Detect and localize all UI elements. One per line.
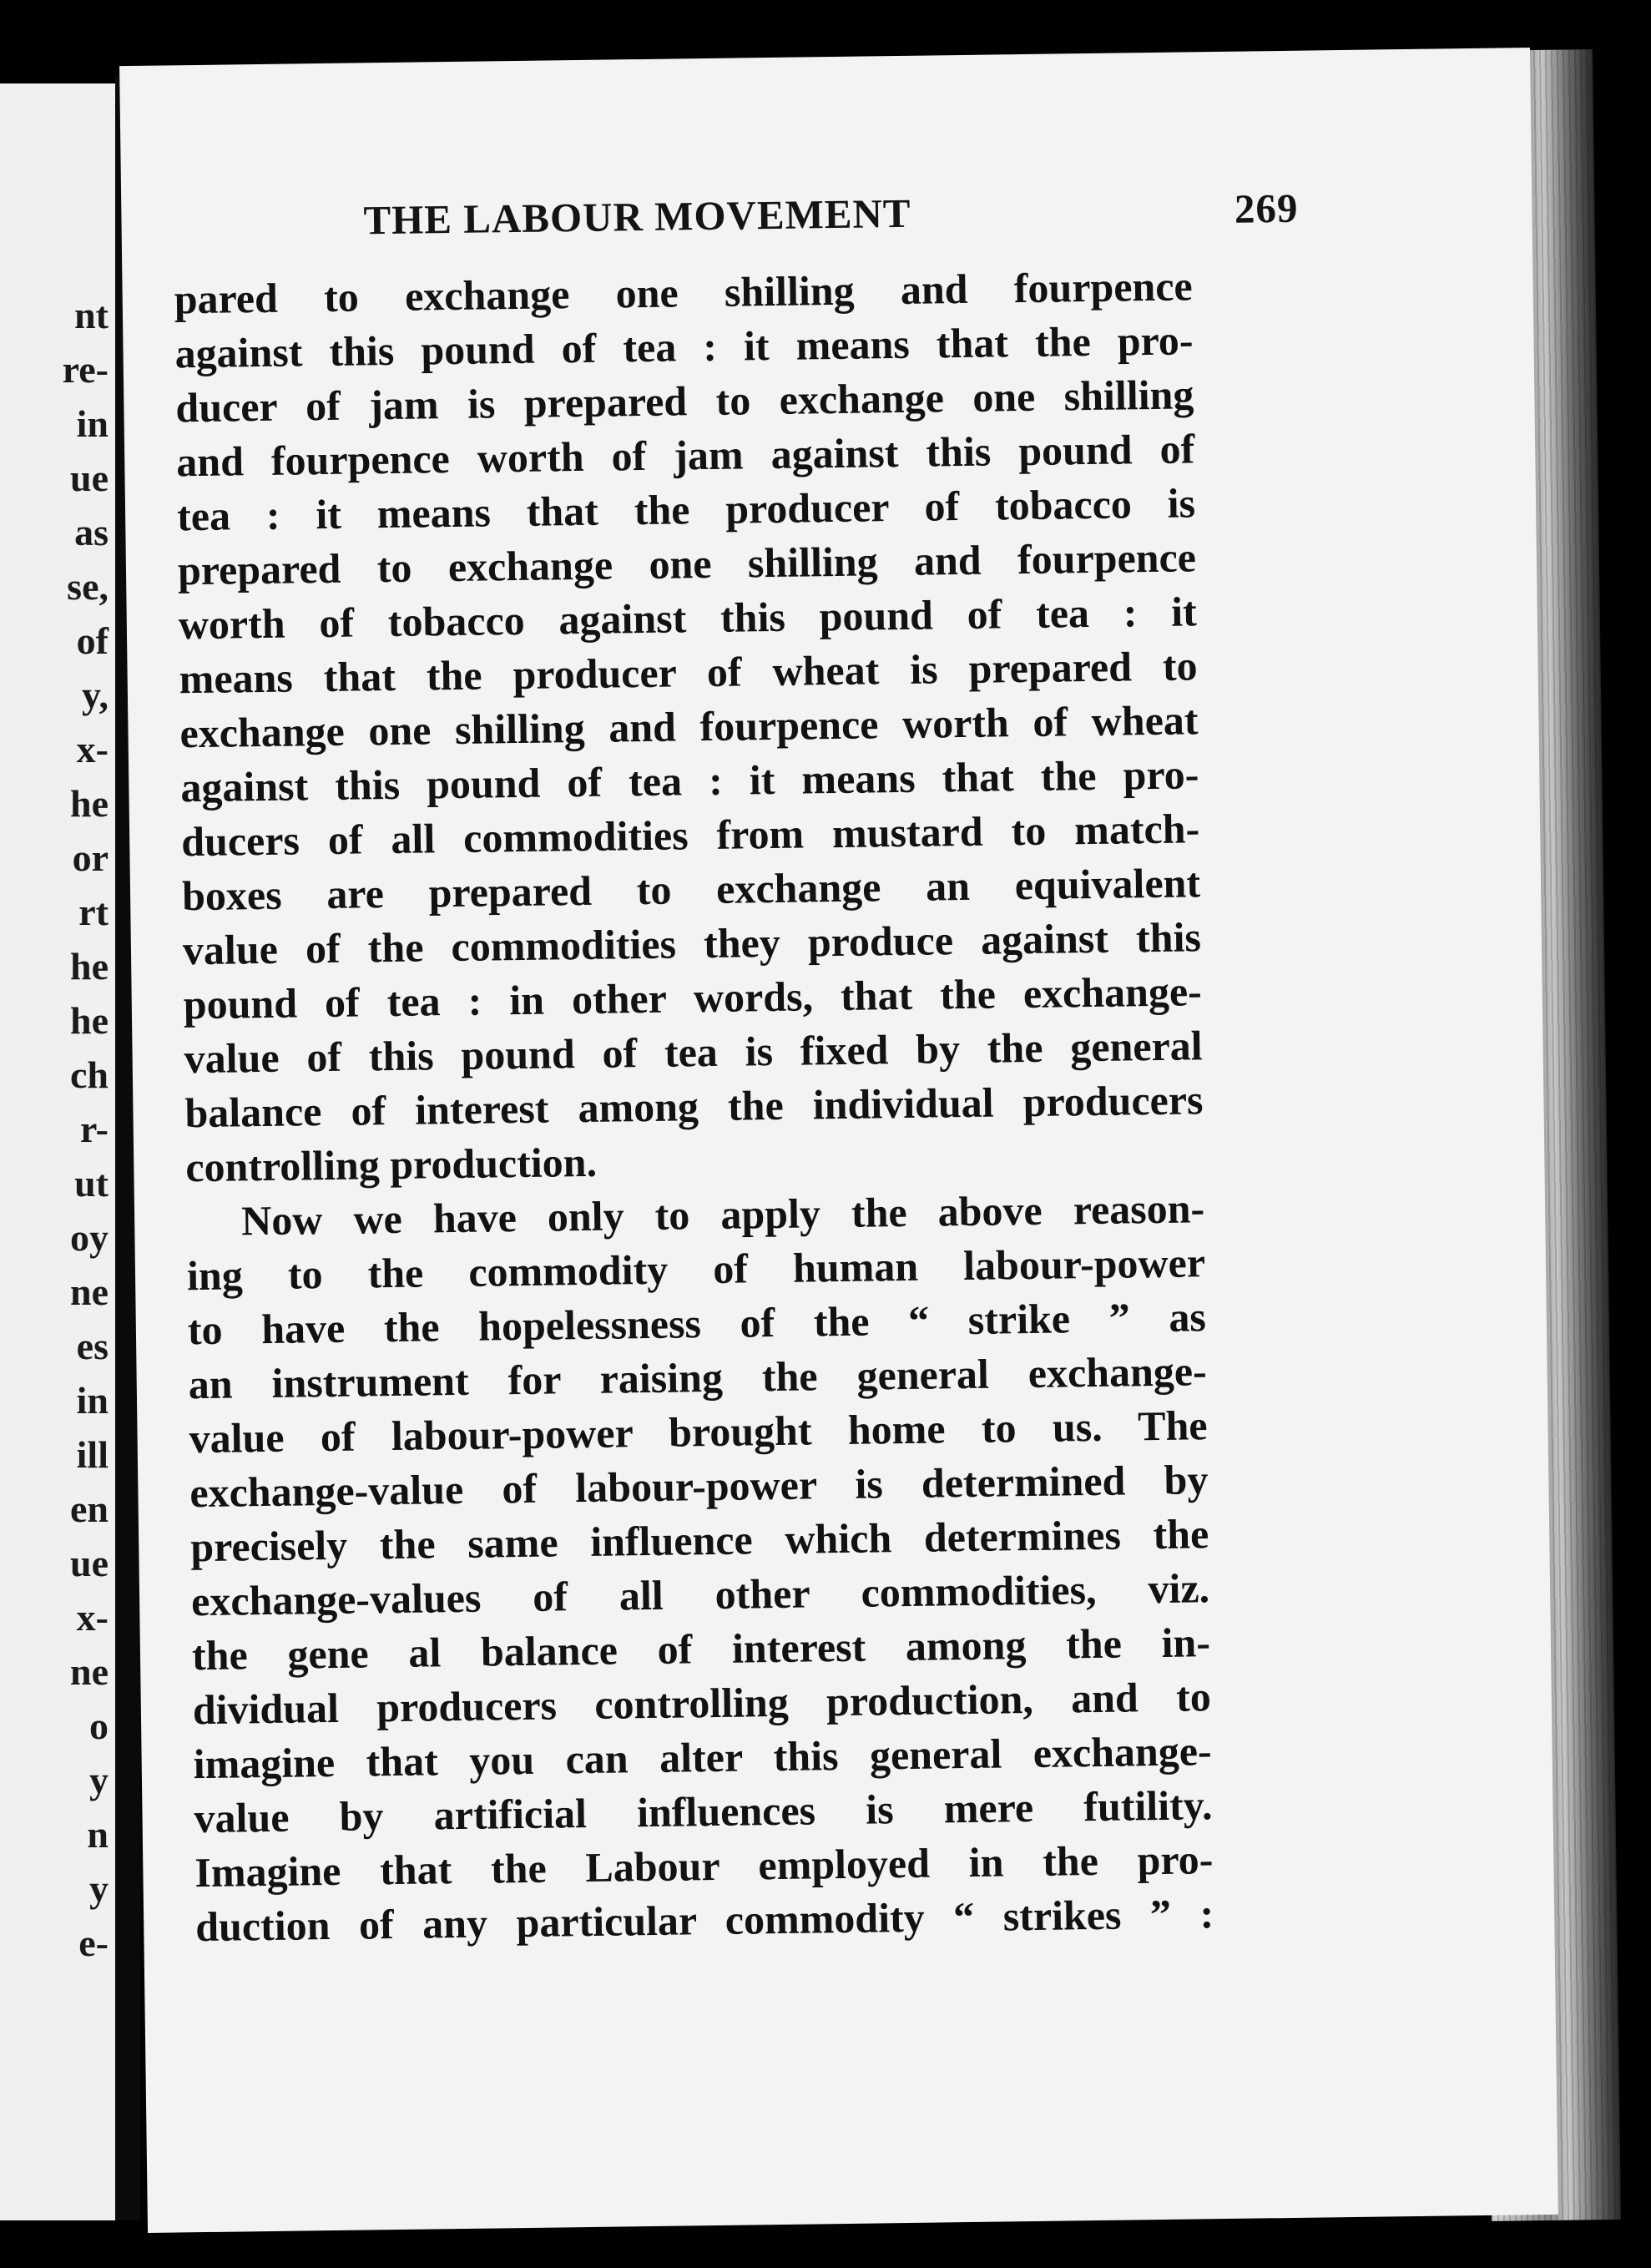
left-page-line: ill: [76, 1433, 109, 1476]
running-title: THE LABOUR MOVEMENT: [363, 189, 911, 244]
text-line: balance of interest among the individual producers: [184, 1076, 1204, 1137]
text-line: Imagine that the Labour employed in the pro-: [194, 1836, 1214, 1897]
left-page-line: ne: [70, 1270, 109, 1313]
left-page-line: x-: [76, 1596, 109, 1639]
text-line: exchange-value of labour-power is determined by: [189, 1456, 1209, 1517]
text-line: imagine that you can alter this general exchange-: [193, 1727, 1212, 1788]
text-line: prepared to exchange one shilling and fourpence: [177, 533, 1197, 594]
text-line: value of this pound of tea is fixed by the general: [184, 1022, 1203, 1083]
left-page-line: oy: [70, 1216, 109, 1259]
left-page-line: re-: [62, 348, 109, 391]
left-page-line: he: [70, 945, 109, 988]
left-page-line: r-: [79, 1108, 109, 1150]
left-page-line: o: [89, 1705, 109, 1747]
text-line: exchange one shilling and fourpence worth of wheat: [179, 696, 1199, 757]
text-line: ducers of all commodities from mustard to match-: [180, 805, 1200, 866]
page-number: 269: [1234, 184, 1299, 232]
text-line: dividual producers controlling production, and to: [192, 1673, 1212, 1734]
left-page-line: he: [70, 782, 109, 825]
text-line: pound of tea : in other words, that the exchange-: [183, 967, 1203, 1028]
text-line: Now we have only to apply the above reason-: [240, 1185, 1205, 1245]
left-page-line: ch: [70, 1053, 109, 1096]
left-page-line: ue: [70, 457, 109, 499]
left-page-line: nt: [74, 294, 109, 336]
left-page-fragment: [0, 83, 120, 2220]
text-line: exchange-values of all other commodities, viz.: [190, 1564, 1210, 1625]
left-page-line: en: [70, 1488, 109, 1530]
left-page-line: ut: [74, 1162, 109, 1205]
left-page-line: n: [87, 1813, 109, 1856]
text-line: the gene al balance of interest among the in-: [191, 1619, 1211, 1680]
text-line: pared to exchange one shilling and fourpence: [174, 262, 1194, 323]
text-line: and fourpence worth of jam against this pound of: [175, 425, 1195, 486]
text-line: value of labour-power brought home to us. The: [189, 1402, 1208, 1462]
body-text: [174, 259, 1214, 1954]
left-page-line: es: [76, 1325, 109, 1367]
text-line: ducer of jam is prepared to exchange one shilling: [175, 371, 1194, 432]
left-page-line: of: [76, 619, 109, 662]
text-line: against this pound of tea : it means that the pro-: [174, 316, 1194, 377]
left-page-line: or: [72, 836, 109, 879]
left-page-line: in: [76, 1379, 109, 1422]
text-line: value by artificial influences is mere futility.: [194, 1781, 1213, 1842]
left-page-line: e-: [78, 1922, 109, 1964]
text-line: value of the commodities they produce against this: [182, 913, 1202, 974]
book-page: [119, 48, 1558, 2233]
page-header: [330, 184, 1299, 255]
text-line: duction of any particular commodity “ strikes ” :: [194, 1890, 1214, 1951]
text-line: boxes are prepared to exchange an equivalent: [181, 859, 1201, 920]
left-page-line: ne: [70, 1650, 109, 1693]
text-line: means that the producer of wheat is prepared to: [179, 642, 1198, 703]
text-line: ing to the commodity of human labour-power: [186, 1239, 1206, 1300]
left-page-line: y,: [82, 674, 109, 716]
text-line: to have the hopelessness of the “ strike ” as: [187, 1293, 1207, 1354]
text-line: an instrument for raising the general exchange-: [188, 1347, 1208, 1408]
left-page-line: rt: [78, 891, 109, 933]
left-page-line: ue: [70, 1542, 109, 1584]
text-line: controlling production.: [184, 1138, 598, 1191]
left-page-line: as: [74, 511, 109, 553]
text-line: worth of tobacco against this pound of tea : it: [178, 588, 1198, 649]
text-line: against this pound of tea : it means that the pro-: [180, 750, 1199, 811]
text-line: precisely the same influence which determines the: [189, 1510, 1209, 1571]
text-line: tea : it means that the producer of tobacco is: [176, 479, 1196, 540]
left-page-line: se,: [67, 565, 109, 608]
left-page-line: y: [89, 1867, 109, 1910]
left-page-line: in: [76, 402, 109, 445]
left-page-line: x-: [76, 728, 109, 770]
left-page-line: y: [89, 1759, 109, 1801]
left-page-line: he: [70, 999, 109, 1042]
